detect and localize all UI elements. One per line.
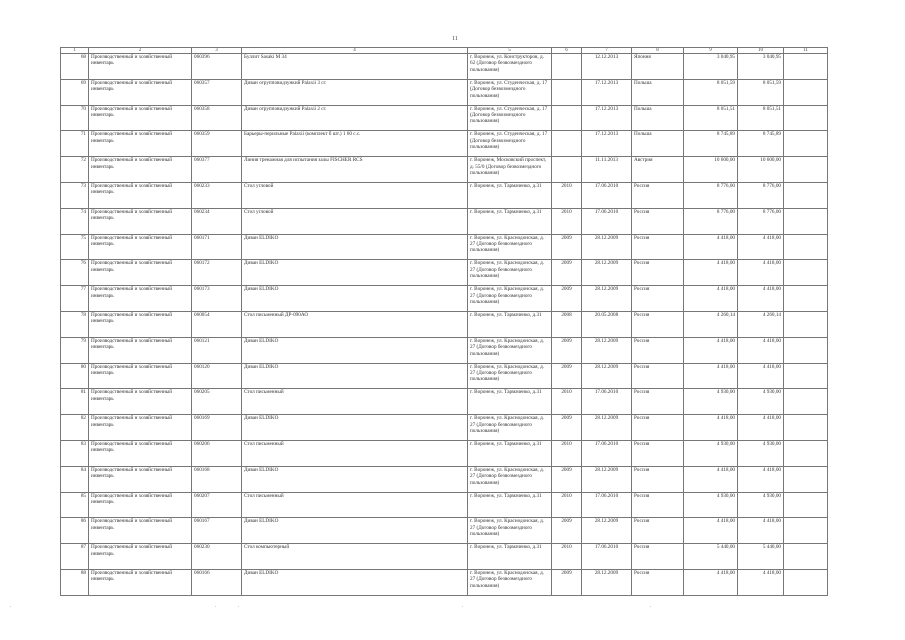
item-category: Производственный и хозяйственный инвентарь bbox=[89, 79, 192, 105]
inventory-number: 060358 bbox=[192, 105, 242, 131]
item-location: г. Воронеж, ул. Тармаченко, д.31 bbox=[468, 208, 552, 234]
item-year bbox=[552, 79, 582, 105]
country-of-origin: Россия bbox=[632, 415, 684, 441]
item-category: Производственный и хозяйственный инвентарь bbox=[89, 415, 192, 441]
item-category: Производственный и хозяйственный инвентарь bbox=[89, 311, 192, 337]
acquisition-date: 17.06.2010 bbox=[582, 208, 632, 234]
row-number: 77 bbox=[61, 286, 89, 312]
item-year: 2009 bbox=[552, 363, 582, 389]
row-number: 71 bbox=[61, 131, 89, 157]
book-value: 8 051,51 bbox=[684, 105, 738, 131]
column-number: 10 bbox=[738, 48, 784, 54]
acquisition-date: 28.12.2009 bbox=[582, 337, 632, 363]
item-category: Производственный и хозяйственный инвентарь bbox=[89, 569, 192, 595]
item-category: Производственный и хозяйственный инвентарь bbox=[89, 363, 192, 389]
item-year bbox=[552, 157, 582, 183]
note-cell bbox=[784, 157, 828, 183]
inventory-number: 060169 bbox=[192, 415, 242, 441]
item-description: Диван огрупповидзункий Palaxii 2 сг. bbox=[242, 105, 468, 131]
row-number: 70 bbox=[61, 105, 89, 131]
residual-value: 8 051,51 bbox=[738, 105, 784, 131]
acquisition-date: 17.06.2010 bbox=[582, 440, 632, 466]
column-number: 5 bbox=[468, 48, 552, 54]
note-cell bbox=[784, 311, 828, 337]
acquisition-date: 17.06.2010 bbox=[582, 544, 632, 570]
item-location: г. Воронеж, ул. Студенческая, д. 17 (Договор безвозмездного пользования) bbox=[468, 105, 552, 131]
note-cell bbox=[784, 286, 828, 312]
note-cell bbox=[784, 54, 828, 80]
residual-value: 5 440,00 bbox=[738, 544, 784, 570]
item-location: г. Воронеж, ул. Краснодонская, д. 27 (Договор безвозмездного пользования) bbox=[468, 260, 552, 286]
item-description: Линия тренажная для испытания залы FISCHER RCS bbox=[242, 157, 468, 183]
table-row bbox=[61, 182, 828, 208]
country-of-origin: Россия bbox=[632, 544, 684, 570]
row-number: 76 bbox=[61, 260, 89, 286]
residual-value: 8 776,00 bbox=[738, 182, 784, 208]
row-number: 83 bbox=[61, 440, 89, 466]
item-description: Диван ELDIKO bbox=[242, 518, 468, 544]
residual-value: 4 930,00 bbox=[738, 389, 784, 415]
item-category: Производственный и хозяйственный инвентарь bbox=[89, 105, 192, 131]
item-year: 2010 bbox=[552, 492, 582, 518]
row-number: 80 bbox=[61, 363, 89, 389]
residual-value: 4 418,00 bbox=[738, 569, 784, 595]
inventory-number: 060120 bbox=[192, 363, 242, 389]
residual-value: 4 930,00 bbox=[738, 492, 784, 518]
item-category: Производственный и хозяйственный инвентарь bbox=[89, 466, 192, 492]
item-description: Стол письменный bbox=[242, 389, 468, 415]
item-category: Производственный и хозяйственный инвентарь bbox=[89, 260, 192, 286]
note-cell bbox=[784, 389, 828, 415]
inventory-number: 060172 bbox=[192, 260, 242, 286]
acquisition-date: 17.06.2010 bbox=[582, 389, 632, 415]
acquisition-date: 28.12.2009 bbox=[582, 363, 632, 389]
item-description: Барьеры-перильные Palaxii (комплект б шт.) 1 60 с.с. bbox=[242, 131, 468, 157]
item-location: г. Воронеж, ул. Тармаченко, д.31 bbox=[468, 311, 552, 337]
table-row bbox=[61, 389, 828, 415]
item-description: Стол угловой bbox=[242, 182, 468, 208]
book-value: 8 776,00 bbox=[684, 208, 738, 234]
residual-value: 8 051,59 bbox=[738, 79, 784, 105]
item-description: Диван ELDIKO bbox=[242, 569, 468, 595]
table-row bbox=[61, 260, 828, 286]
inventory-number: 060206 bbox=[192, 440, 242, 466]
column-number: 3 bbox=[192, 48, 242, 54]
inventory-number: 060168 bbox=[192, 466, 242, 492]
table-row bbox=[61, 363, 828, 389]
item-category: Производственный и хозяйственный инвентарь bbox=[89, 492, 192, 518]
item-category: Производственный и хозяйственный инвентарь bbox=[89, 208, 192, 234]
inventory-number: 060166 bbox=[192, 569, 242, 595]
inventory-number: 060173 bbox=[192, 286, 242, 312]
note-cell bbox=[784, 415, 828, 441]
item-year: 2009 bbox=[552, 518, 582, 544]
row-number: 84 bbox=[61, 466, 89, 492]
item-location: г. Воронеж, Московский проспект, д. 55/0 (Договор безвозмездного пользования) bbox=[468, 157, 552, 183]
item-year: 2010 bbox=[552, 182, 582, 208]
table-row bbox=[61, 518, 828, 544]
inventory-number: 060357 bbox=[192, 79, 242, 105]
acquisition-date: 20.05.2008 bbox=[582, 311, 632, 337]
residual-value: 8 776,00 bbox=[738, 208, 784, 234]
book-value: 4 418,00 bbox=[684, 234, 738, 260]
item-category: Производственный и хозяйственный инвентарь bbox=[89, 54, 192, 80]
table-row bbox=[61, 337, 828, 363]
book-value: 8 776,00 bbox=[684, 182, 738, 208]
book-value: 5 440,00 bbox=[684, 544, 738, 570]
item-description: Диван ELDIKO bbox=[242, 363, 468, 389]
row-number: 85 bbox=[61, 492, 89, 518]
item-location: г. Воронеж, ул. Краснодонская, д. 27 (Договор безвозмездного пользования) bbox=[468, 363, 552, 389]
column-number: 1 bbox=[61, 48, 89, 54]
residual-value: 4 418,00 bbox=[738, 466, 784, 492]
table-row bbox=[61, 569, 828, 595]
book-value: 3 040,95 bbox=[684, 54, 738, 80]
inventory-number: 060377 bbox=[192, 157, 242, 183]
row-number: 74 bbox=[61, 208, 89, 234]
book-value: 4 930,00 bbox=[684, 440, 738, 466]
item-description: Диван ELDIKO bbox=[242, 234, 468, 260]
column-number: 4 bbox=[242, 48, 468, 54]
inventory-number: 060207 bbox=[192, 492, 242, 518]
item-location: г. Воронеж, ул. Конструкторов, д. 62 (Договор безвозмездного пользования) bbox=[468, 54, 552, 80]
country-of-origin: Россия bbox=[632, 518, 684, 544]
item-location: г. Воронеж, ул. Тармаченко, д.31 bbox=[468, 544, 552, 570]
acquisition-date: 17.06.2010 bbox=[582, 182, 632, 208]
note-cell bbox=[784, 466, 828, 492]
note-cell bbox=[784, 79, 828, 105]
item-category: Производственный и хозяйственный инвентарь bbox=[89, 544, 192, 570]
book-value: 8 745,89 bbox=[684, 131, 738, 157]
country-of-origin: Россия bbox=[632, 492, 684, 518]
inventory-number: 060121 bbox=[192, 337, 242, 363]
item-location: г. Воронеж, ул. Краснодонская, д. 27 (Договор безвозмездного пользования) bbox=[468, 415, 552, 441]
book-value: 10 600,00 bbox=[684, 157, 738, 183]
column-number: 8 bbox=[632, 48, 684, 54]
country-of-origin: Россия bbox=[632, 208, 684, 234]
book-value: 4 418,00 bbox=[684, 569, 738, 595]
row-number: 87 bbox=[61, 544, 89, 570]
table-row bbox=[61, 466, 828, 492]
column-number: 9 bbox=[684, 48, 738, 54]
acquisition-date: 17.12.2013 bbox=[582, 105, 632, 131]
item-location: г. Воронеж, ул. Краснодонская, д. 27 (Договор безвозмездного пользования) bbox=[468, 569, 552, 595]
row-number: 86 bbox=[61, 518, 89, 544]
note-cell bbox=[784, 544, 828, 570]
book-value: 4 418,00 bbox=[684, 415, 738, 441]
country-of-origin: Россия bbox=[632, 337, 684, 363]
item-category: Производственный и хозяйственный инвентарь bbox=[89, 131, 192, 157]
country-of-origin: Польша bbox=[632, 79, 684, 105]
book-value: 8 051,59 bbox=[684, 79, 738, 105]
acquisition-date: 17.12.2013 bbox=[582, 131, 632, 157]
row-number: 69 bbox=[61, 79, 89, 105]
item-year: 2009 bbox=[552, 260, 582, 286]
column-number: 6 bbox=[552, 48, 582, 54]
item-year: 2010 bbox=[552, 440, 582, 466]
table-row bbox=[61, 544, 828, 570]
item-description: Диван ELDIKO bbox=[242, 337, 468, 363]
item-year: 2008 bbox=[552, 311, 582, 337]
residual-value: 4 260,14 bbox=[738, 311, 784, 337]
residual-value: 3 040,95 bbox=[738, 54, 784, 80]
item-category: Производственный и хозяйственный инвентарь bbox=[89, 286, 192, 312]
item-location: г. Воронеж, ул. Студенческая, д. 17 (Договор безвозмездного пользования) bbox=[468, 131, 552, 157]
item-category: Производственный и хозяйственный инвентарь bbox=[89, 182, 192, 208]
row-number: 68 bbox=[61, 54, 89, 80]
column-number: 2 bbox=[89, 48, 192, 54]
residual-value: 4 930,00 bbox=[738, 440, 784, 466]
country-of-origin: Россия bbox=[632, 260, 684, 286]
book-value: 4 930,00 bbox=[684, 389, 738, 415]
scan-mark: . bbox=[215, 603, 217, 609]
row-number: 82 bbox=[61, 415, 89, 441]
note-cell bbox=[784, 131, 828, 157]
book-value: 4 418,00 bbox=[684, 286, 738, 312]
table-row bbox=[61, 286, 828, 312]
country-of-origin: Австрия bbox=[632, 157, 684, 183]
inventory-number: 060359 bbox=[192, 131, 242, 157]
table-row bbox=[61, 79, 828, 105]
residual-value: 4 418,00 bbox=[738, 518, 784, 544]
note-cell bbox=[784, 337, 828, 363]
book-value: 4 418,00 bbox=[684, 363, 738, 389]
country-of-origin: Япония bbox=[632, 54, 684, 80]
book-value: 4 418,00 bbox=[684, 260, 738, 286]
row-number: 72 bbox=[61, 157, 89, 183]
scan-mark: . bbox=[10, 603, 12, 609]
row-number: 78 bbox=[61, 311, 89, 337]
table-row bbox=[61, 131, 828, 157]
book-value: 4 418,00 bbox=[684, 337, 738, 363]
item-location: г. Воронеж, ул. Краснодонская, д. 27 (Договор безвозмездного пользования) bbox=[468, 337, 552, 363]
item-year bbox=[552, 131, 582, 157]
column-number: 7 bbox=[582, 48, 632, 54]
inventory-number: 060054 bbox=[192, 311, 242, 337]
item-description: Диван ELDIKO bbox=[242, 415, 468, 441]
table-row bbox=[61, 157, 828, 183]
acquisition-date: 28.12.2009 bbox=[582, 569, 632, 595]
country-of-origin: Польша bbox=[632, 131, 684, 157]
note-cell bbox=[784, 208, 828, 234]
residual-value: 8 745,89 bbox=[738, 131, 784, 157]
row-number: 73 bbox=[61, 182, 89, 208]
country-of-origin: Россия bbox=[632, 569, 684, 595]
scan-mark: . bbox=[238, 603, 240, 609]
item-category: Производственный и хозяйственный инвентарь bbox=[89, 440, 192, 466]
residual-value: 4 418,00 bbox=[738, 415, 784, 441]
scan-mark: . bbox=[462, 603, 464, 609]
item-location: г. Воронеж, ул. Краснодонская, д. 27 (Договор безвозмездного пользования) bbox=[468, 286, 552, 312]
item-year bbox=[552, 105, 582, 131]
residual-value: 4 418,00 bbox=[738, 337, 784, 363]
acquisition-date: 12.12.2013 bbox=[582, 54, 632, 80]
item-category: Производственный и хозяйственный инвентарь bbox=[89, 518, 192, 544]
note-cell bbox=[784, 105, 828, 131]
item-location: г. Воронеж, ул. Тармаченко, д.31 bbox=[468, 440, 552, 466]
column-number: 11 bbox=[784, 48, 828, 54]
book-value: 4 260,14 bbox=[684, 311, 738, 337]
scan-mark: . bbox=[650, 603, 652, 609]
row-number: 75 bbox=[61, 234, 89, 260]
acquisition-date: 28.12.2009 bbox=[582, 260, 632, 286]
item-category: Производственный и хозяйственный инвентарь bbox=[89, 234, 192, 260]
item-description: Стол письменный ДР-090АО bbox=[242, 311, 468, 337]
country-of-origin: Россия bbox=[632, 234, 684, 260]
item-location: г. Воронеж, ул. Краснодонская, д. 27 (Договор безвозмездного пользования) bbox=[468, 518, 552, 544]
item-description: Стол компьютерный bbox=[242, 544, 468, 570]
note-cell bbox=[784, 440, 828, 466]
row-number: 79 bbox=[61, 337, 89, 363]
item-description: Стол угловой bbox=[242, 208, 468, 234]
inventory-number: 060205 bbox=[192, 389, 242, 415]
item-location: г. Воронеж, ул. Студенческая, д. 17 (Договор безвозмездного пользования) bbox=[468, 79, 552, 105]
note-cell bbox=[784, 234, 828, 260]
note-cell bbox=[784, 363, 828, 389]
table-row bbox=[61, 311, 828, 337]
country-of-origin: Россия bbox=[632, 182, 684, 208]
row-number: 88 bbox=[61, 569, 89, 595]
country-of-origin: Россия bbox=[632, 440, 684, 466]
table-row bbox=[61, 492, 828, 518]
item-description: Диван ELDIKO bbox=[242, 260, 468, 286]
item-location: г. Воронеж, ул. Тармаченко, д.31 bbox=[468, 492, 552, 518]
page-number: 11 bbox=[452, 36, 458, 42]
item-year: 2009 bbox=[552, 337, 582, 363]
item-description: Стол письменный bbox=[242, 440, 468, 466]
item-year: 2010 bbox=[552, 208, 582, 234]
table-row bbox=[61, 440, 828, 466]
inventory-number: 060234 bbox=[192, 208, 242, 234]
inventory-number: 060396 bbox=[192, 54, 242, 80]
table-row bbox=[61, 54, 828, 80]
item-category: Производственный и хозяйственный инвентарь bbox=[89, 389, 192, 415]
acquisition-date: 28.12.2009 bbox=[582, 415, 632, 441]
item-category: Производственный и хозяйственный инвентарь bbox=[89, 157, 192, 183]
country-of-origin: Россия bbox=[632, 389, 684, 415]
residual-value: 4 418,00 bbox=[738, 234, 784, 260]
acquisition-date: 28.12.2009 bbox=[582, 466, 632, 492]
item-year: 2009 bbox=[552, 286, 582, 312]
country-of-origin: Польша bbox=[632, 105, 684, 131]
item-description: Диван огрупповидзункий Palaxii 3 сг. bbox=[242, 79, 468, 105]
inventory-number: 060171 bbox=[192, 234, 242, 260]
table-row bbox=[61, 234, 828, 260]
residual-value: 4 418,00 bbox=[738, 363, 784, 389]
item-description: Стол письменный bbox=[242, 492, 468, 518]
country-of-origin: Россия bbox=[632, 466, 684, 492]
country-of-origin: Россия bbox=[632, 286, 684, 312]
residual-value: 4 418,00 bbox=[738, 286, 784, 312]
acquisition-date: 28.12.2009 bbox=[582, 234, 632, 260]
table-row bbox=[61, 415, 828, 441]
item-location: г. Воронеж, ул. Краснодонская, д. 27 (Договор безвозмездного пользования) bbox=[468, 466, 552, 492]
table-row bbox=[61, 105, 828, 131]
book-value: 4 418,00 bbox=[684, 518, 738, 544]
item-category: Производственный и хозяйственный инвентарь bbox=[89, 337, 192, 363]
note-cell bbox=[784, 260, 828, 286]
residual-value: 10 600,00 bbox=[738, 157, 784, 183]
inventory-number: 060230 bbox=[192, 544, 242, 570]
acquisition-date: 28.12.2009 bbox=[582, 518, 632, 544]
row-number: 81 bbox=[61, 389, 89, 415]
item-location: г. Воронеж, ул. Краснодонская, д. 27 (Договор безвозмездного пользования) bbox=[468, 234, 552, 260]
item-description: Диван ELDIKO bbox=[242, 286, 468, 312]
book-value: 4 930,00 bbox=[684, 492, 738, 518]
item-year: 2010 bbox=[552, 389, 582, 415]
item-location: г. Воронеж, ул. Тармаченко, д.31 bbox=[468, 389, 552, 415]
item-year: 2009 bbox=[552, 234, 582, 260]
note-cell bbox=[784, 518, 828, 544]
country-of-origin: Россия bbox=[632, 311, 684, 337]
acquisition-date: 17.06.2010 bbox=[582, 492, 632, 518]
item-year: 2009 bbox=[552, 569, 582, 595]
residual-value: 4 418,00 bbox=[738, 260, 784, 286]
table-row bbox=[61, 208, 828, 234]
acquisition-date: 11.11.2013 bbox=[582, 157, 632, 183]
item-year: 2009 bbox=[552, 466, 582, 492]
item-description: Диван ELDIKO bbox=[242, 466, 468, 492]
note-cell bbox=[784, 569, 828, 595]
item-year: 2010 bbox=[552, 544, 582, 570]
note-cell bbox=[784, 492, 828, 518]
book-value: 4 418,00 bbox=[684, 466, 738, 492]
acquisition-date: 17.12.2013 bbox=[582, 79, 632, 105]
item-location: г. Воронеж, ул. Тармаченко, д.31 bbox=[468, 182, 552, 208]
inventory-number: 060167 bbox=[192, 518, 242, 544]
inventory-number: 060233 bbox=[192, 182, 242, 208]
property-register-table bbox=[60, 47, 828, 596]
item-year bbox=[552, 54, 582, 80]
acquisition-date: 28.12.2009 bbox=[582, 286, 632, 312]
item-description: Буллит Sasaki M 34 bbox=[242, 54, 468, 80]
item-year: 2009 bbox=[552, 415, 582, 441]
country-of-origin: Россия bbox=[632, 363, 684, 389]
note-cell bbox=[784, 182, 828, 208]
